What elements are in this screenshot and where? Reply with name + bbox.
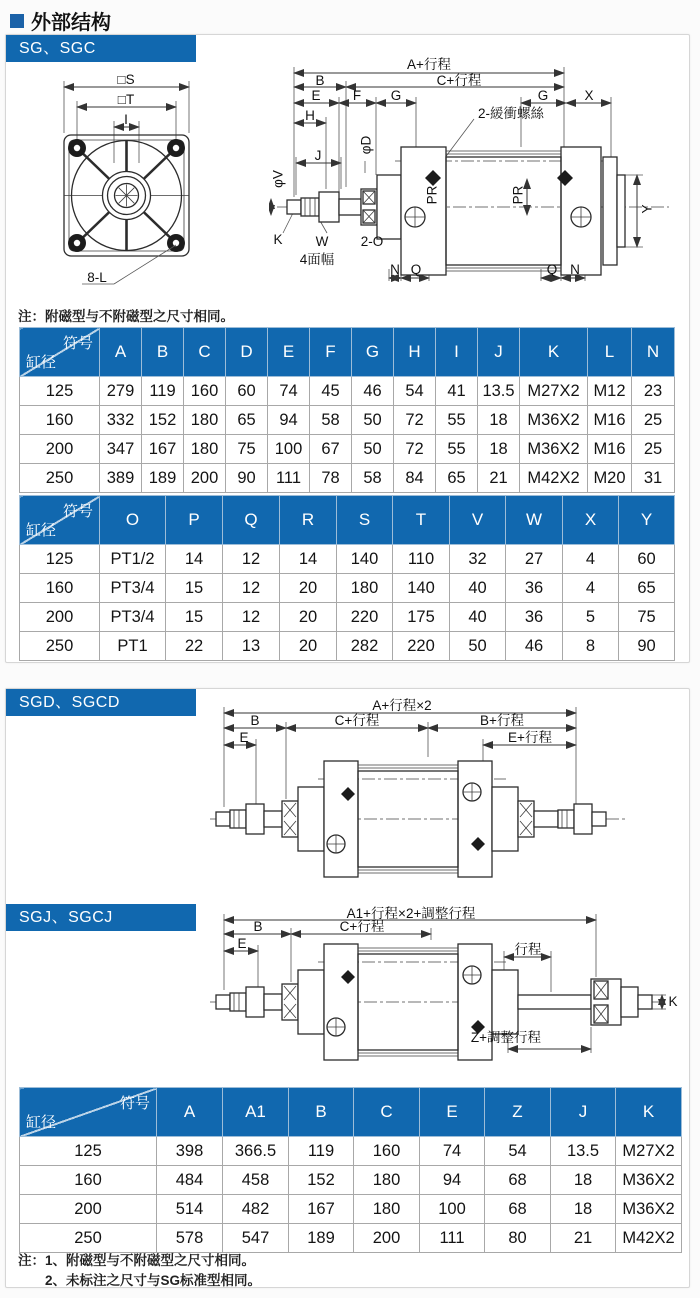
table-cell: M36X2 — [616, 1195, 682, 1224]
row-header-bore: 125 — [20, 377, 100, 406]
dim-label-A: A+行程 — [407, 57, 451, 72]
table-cell: 282 — [337, 632, 393, 661]
table-cell: M12 — [588, 377, 632, 406]
column-header: R — [280, 496, 337, 545]
dim-label-G2: G — [537, 88, 549, 103]
table-cell: 152 — [142, 406, 184, 435]
table-body — [20, 377, 675, 493]
table-cell: 31 — [632, 464, 675, 493]
table-cell: 15 — [166, 574, 223, 603]
table-cell: 514 — [157, 1195, 223, 1224]
table-cell: 347 — [100, 435, 142, 464]
table-cell: M42X2 — [616, 1224, 682, 1253]
note-magnetic: 注：附磁型与不附磁型之尺寸相同。 — [18, 309, 234, 324]
table-cell: 13.5 — [478, 377, 520, 406]
dim-label-K: K — [273, 232, 283, 247]
table-cell: 68 — [485, 1195, 551, 1224]
column-header: S — [337, 496, 393, 545]
notes-bottom — [18, 1251, 261, 1290]
table-cell: 482 — [223, 1195, 289, 1224]
dim-label-Z: Z+調整行程 — [470, 1030, 542, 1045]
table-cell: 50 — [450, 632, 506, 661]
table-cell: PT1 — [100, 632, 166, 661]
table-cell: 60 — [619, 545, 675, 574]
table-header — [20, 1088, 682, 1137]
column-header: E — [268, 328, 310, 377]
table-cell: 45 — [310, 377, 352, 406]
table-cell: 94 — [420, 1166, 485, 1195]
table-cell: 180 — [354, 1195, 420, 1224]
dim-label-E2: E+行程 — [508, 730, 552, 745]
table-cell: 65 — [436, 464, 478, 493]
table-row — [20, 574, 675, 603]
dim-label-N2: N — [570, 262, 580, 277]
table-row — [20, 632, 675, 661]
column-header: C — [354, 1088, 420, 1137]
table-cell: 58 — [310, 406, 352, 435]
row-header-bore: 250 — [20, 632, 100, 661]
table-cell: 32 — [450, 545, 506, 574]
table-cell: M36X2 — [616, 1166, 682, 1195]
section-header-sg: SG、SGC — [6, 35, 196, 62]
table-cell: 167 — [142, 435, 184, 464]
dim-label-Ax2: A+行程×2 — [372, 698, 432, 713]
row-header-bore: 125 — [20, 1137, 157, 1166]
table-cell: 20 — [280, 632, 337, 661]
table-header — [20, 496, 675, 545]
table-cell: 75 — [619, 603, 675, 632]
dim-label-D: φD — [358, 135, 374, 155]
table-cell: M16 — [588, 406, 632, 435]
table-body — [20, 1137, 682, 1253]
table-cell: 14 — [166, 545, 223, 574]
table-cell: 5 — [563, 603, 619, 632]
table-cell: 18 — [551, 1166, 616, 1195]
column-header: V — [450, 496, 506, 545]
table-cell: 389 — [100, 464, 142, 493]
table-cell: 13.5 — [551, 1137, 616, 1166]
column-header: A — [157, 1088, 223, 1137]
dim-label-B: B — [253, 919, 263, 934]
dim-label-E: E — [239, 730, 249, 745]
table-cell: 180 — [184, 435, 226, 464]
table-row — [20, 1224, 682, 1253]
corner-label-symbol: 符号 — [62, 335, 93, 352]
column-header: L — [588, 328, 632, 377]
dim-label-F: F — [352, 88, 362, 103]
table-cell: 65 — [619, 574, 675, 603]
table-cell: 18 — [478, 406, 520, 435]
table-cell: PT3/4 — [100, 603, 166, 632]
header-row — [20, 496, 675, 545]
table-cell: 547 — [223, 1224, 289, 1253]
table-cell: 21 — [478, 464, 520, 493]
table-cell: 12 — [223, 574, 280, 603]
dim-label-X: X — [584, 88, 594, 103]
table-cell: 72 — [394, 435, 436, 464]
table-cell: 36 — [506, 574, 563, 603]
corner-label-symbol: 符号 — [119, 1095, 150, 1112]
column-header: H — [394, 328, 436, 377]
table-cell: M20 — [588, 464, 632, 493]
row-header-bore: 200 — [20, 1195, 157, 1224]
dim-label-B: B — [250, 713, 260, 728]
table-cell: 54 — [485, 1137, 551, 1166]
table-row — [20, 603, 675, 632]
table-cell: 75 — [226, 435, 268, 464]
column-header: P — [166, 496, 223, 545]
table-cell: 80 — [485, 1224, 551, 1253]
table-cell: PT1/2 — [100, 545, 166, 574]
table-row — [20, 1137, 682, 1166]
table-cell: 180 — [337, 574, 393, 603]
corner-label-bore: 缸径 — [26, 522, 57, 539]
sg-sgc-panel — [5, 34, 690, 663]
table-row — [20, 464, 675, 493]
front-view-lines — [34, 63, 284, 308]
table-cell: 84 — [394, 464, 436, 493]
corner-cell — [20, 496, 100, 545]
row-header-bore: 200 — [20, 603, 100, 632]
table-cell: 14 — [280, 545, 337, 574]
dim-label-stroke: 行程 — [514, 942, 542, 957]
table-cell: 119 — [289, 1137, 354, 1166]
table-row — [20, 377, 675, 406]
dim-label-S: □S — [117, 72, 135, 87]
page-title-text: 外部结构 — [31, 12, 111, 34]
dim-label-B2: B+行程 — [480, 713, 524, 728]
table-cell: 100 — [420, 1195, 485, 1224]
corner-label-symbol: 符号 — [62, 503, 93, 520]
table-cell: 46 — [352, 377, 394, 406]
header-row — [20, 1088, 682, 1137]
table-cell: 74 — [420, 1137, 485, 1166]
column-header: E — [420, 1088, 485, 1137]
table-cell: 12 — [223, 545, 280, 574]
table-cell: 180 — [354, 1166, 420, 1195]
column-header: N — [632, 328, 675, 377]
note-line-2: 2、未标注之尺寸与SG标准型相同。 — [45, 1272, 262, 1288]
dimension-table-1 — [19, 327, 675, 493]
front-view-drawing — [34, 63, 284, 308]
table-cell: 65 — [226, 406, 268, 435]
table-cell: 220 — [393, 632, 450, 661]
sgd-lines — [206, 699, 686, 899]
dim-label-O: 2-O — [360, 234, 384, 249]
dim-label-C: C+行程 — [436, 73, 482, 88]
buffer-screws — [425, 170, 573, 186]
table-cell: 55 — [436, 406, 478, 435]
table-cell: 36 — [506, 603, 563, 632]
table-cell: 175 — [393, 603, 450, 632]
corner-label-bore: 缸径 — [26, 354, 57, 371]
column-header: Z — [485, 1088, 551, 1137]
column-header: D — [226, 328, 268, 377]
table-cell: M27X2 — [616, 1137, 682, 1166]
sgd-sgj-panel — [5, 688, 690, 1288]
dim-label-N1: N — [390, 262, 400, 277]
table-cell: M36X2 — [520, 406, 588, 435]
table-cell: 55 — [436, 435, 478, 464]
dimension-table-2 — [19, 495, 675, 661]
sgd-drawing — [206, 699, 686, 899]
table-cell: PT3/4 — [100, 574, 166, 603]
row-header-bore: 250 — [20, 1224, 157, 1253]
table-cell: 74 — [268, 377, 310, 406]
note-line-1: 注：1、附磁型与不附磁型之尺寸相同。 — [18, 1253, 256, 1268]
dim-label-E: E — [311, 88, 321, 103]
table-cell: 12 — [223, 603, 280, 632]
row-header-bore: 125 — [20, 545, 100, 574]
dim-label-E: E — [237, 936, 247, 951]
column-header: J — [478, 328, 520, 377]
table-cell: 167 — [289, 1195, 354, 1224]
column-header: Q — [223, 496, 280, 545]
table-cell: 398 — [157, 1137, 223, 1166]
table-cell: 4 — [563, 574, 619, 603]
column-header: J — [551, 1088, 616, 1137]
table-cell: 111 — [268, 464, 310, 493]
table-cell: 23 — [632, 377, 675, 406]
table-cell: 25 — [632, 406, 675, 435]
corner-cell — [20, 1088, 157, 1137]
dim-label-C: C+行程 — [339, 919, 385, 934]
table-cell: 332 — [100, 406, 142, 435]
title-square-icon — [10, 14, 24, 28]
table-cell: M27X2 — [520, 377, 588, 406]
column-header: O — [100, 496, 166, 545]
table-cell: 20 — [280, 603, 337, 632]
table-cell: 279 — [100, 377, 142, 406]
table-cell: M36X2 — [520, 435, 588, 464]
table-body — [20, 545, 675, 661]
table-cell: 41 — [436, 377, 478, 406]
table-cell: 27 — [506, 545, 563, 574]
table-cell: 100 — [268, 435, 310, 464]
row-header-bore: 160 — [20, 1166, 157, 1195]
dim-label-H: H — [305, 108, 315, 123]
dim-label-Q2: Q — [546, 262, 558, 277]
table-cell: 578 — [157, 1224, 223, 1253]
table-cell: 484 — [157, 1166, 223, 1195]
table-cell: 189 — [142, 464, 184, 493]
column-header: X — [563, 496, 619, 545]
table-row — [20, 1195, 682, 1224]
table-cell: 58 — [352, 464, 394, 493]
dim-label-T: □T — [117, 92, 135, 107]
dim-label-PR1: PR — [424, 185, 440, 205]
table-cell: 72 — [394, 406, 436, 435]
table-cell: 220 — [337, 603, 393, 632]
column-header: C — [184, 328, 226, 377]
table-cell: 458 — [223, 1166, 289, 1195]
table-cell: 50 — [352, 435, 394, 464]
dim-label-A1: A1+行程×2+調整行程 — [346, 906, 476, 921]
table-cell: 111 — [420, 1224, 485, 1253]
table-cell: 94 — [268, 406, 310, 435]
table-cell: 18 — [551, 1195, 616, 1224]
header-row — [20, 328, 675, 377]
dim-label-B: B — [315, 73, 325, 88]
column-header: Y — [619, 496, 675, 545]
table-cell: 189 — [289, 1224, 354, 1253]
column-header: B — [289, 1088, 354, 1137]
table-cell: 366.5 — [223, 1137, 289, 1166]
corner-cell — [20, 328, 100, 377]
table-cell: 8 — [563, 632, 619, 661]
table-row — [20, 406, 675, 435]
table-cell: 25 — [632, 435, 675, 464]
side-view-drawing — [269, 57, 693, 297]
table-row — [20, 1166, 682, 1195]
table-cell: 180 — [184, 406, 226, 435]
table-cell: 119 — [142, 377, 184, 406]
table-cell: 68 — [485, 1166, 551, 1195]
table-row — [20, 435, 675, 464]
table-cell: 60 — [226, 377, 268, 406]
column-header: B — [142, 328, 184, 377]
row-header-bore: 160 — [20, 406, 100, 435]
table-cell: 140 — [337, 545, 393, 574]
row-header-bore: 160 — [20, 574, 100, 603]
table-cell: 67 — [310, 435, 352, 464]
table-cell: 21 — [551, 1224, 616, 1253]
dim-label-W: W — [315, 234, 329, 249]
dim-label-PR2: PR — [510, 185, 526, 205]
table-cell: M16 — [588, 435, 632, 464]
column-header: A — [100, 328, 142, 377]
dim-label-G1: G — [390, 88, 402, 103]
column-header: I — [436, 328, 478, 377]
table-cell: 46 — [506, 632, 563, 661]
column-header: F — [310, 328, 352, 377]
column-header: K — [616, 1088, 682, 1137]
label-flats: 4面幅 — [299, 252, 335, 267]
table-cell: 160 — [354, 1137, 420, 1166]
dim-label-J: J — [314, 148, 322, 163]
row-header-bore: 200 — [20, 435, 100, 464]
dim-label-C: C+行程 — [334, 713, 380, 728]
column-header: G — [352, 328, 394, 377]
column-header: A1 — [223, 1088, 289, 1137]
table-cell: 50 — [352, 406, 394, 435]
table-cell: 4 — [563, 545, 619, 574]
sgj-lines — [206, 907, 696, 1079]
page-title — [10, 6, 111, 35]
table-cell: 40 — [450, 603, 506, 632]
table-cell: 160 — [184, 377, 226, 406]
table-cell: 22 — [166, 632, 223, 661]
dim-label-Y: Y — [639, 204, 655, 214]
table-cell: 110 — [393, 545, 450, 574]
dim-label-V: φV — [270, 170, 286, 188]
dim-label-K: K — [668, 994, 678, 1009]
table-cell: 152 — [289, 1166, 354, 1195]
sgj-drawing — [206, 907, 696, 1079]
label-buffer-screw: 2-緩衝螺絲 — [477, 106, 545, 121]
dim-label-8L: 8-L — [87, 270, 107, 285]
table-cell: 54 — [394, 377, 436, 406]
table-cell: M42X2 — [520, 464, 588, 493]
table-cell: 40 — [450, 574, 506, 603]
table-cell: 20 — [280, 574, 337, 603]
dim-label-I: I — [124, 112, 128, 127]
table-header — [20, 328, 675, 377]
table-row — [20, 545, 675, 574]
corner-label-bore: 缸径 — [26, 1114, 57, 1131]
section-header-sgj: SGJ、SGCJ — [6, 904, 196, 931]
table-cell: 78 — [310, 464, 352, 493]
section-header-sgd: SGD、SGCD — [6, 689, 196, 716]
table-cell: 200 — [184, 464, 226, 493]
table-cell: 90 — [619, 632, 675, 661]
table-cell: 200 — [354, 1224, 420, 1253]
dim-label-Q1: Q — [410, 262, 422, 277]
dimension-table-3 — [19, 1087, 682, 1253]
table-cell: 13 — [223, 632, 280, 661]
row-header-bore: 250 — [20, 464, 100, 493]
column-header: W — [506, 496, 563, 545]
table-cell: 18 — [478, 435, 520, 464]
table-cell: 140 — [393, 574, 450, 603]
table-cell: 90 — [226, 464, 268, 493]
column-header: T — [393, 496, 450, 545]
column-header: K — [520, 328, 588, 377]
table-cell: 15 — [166, 603, 223, 632]
